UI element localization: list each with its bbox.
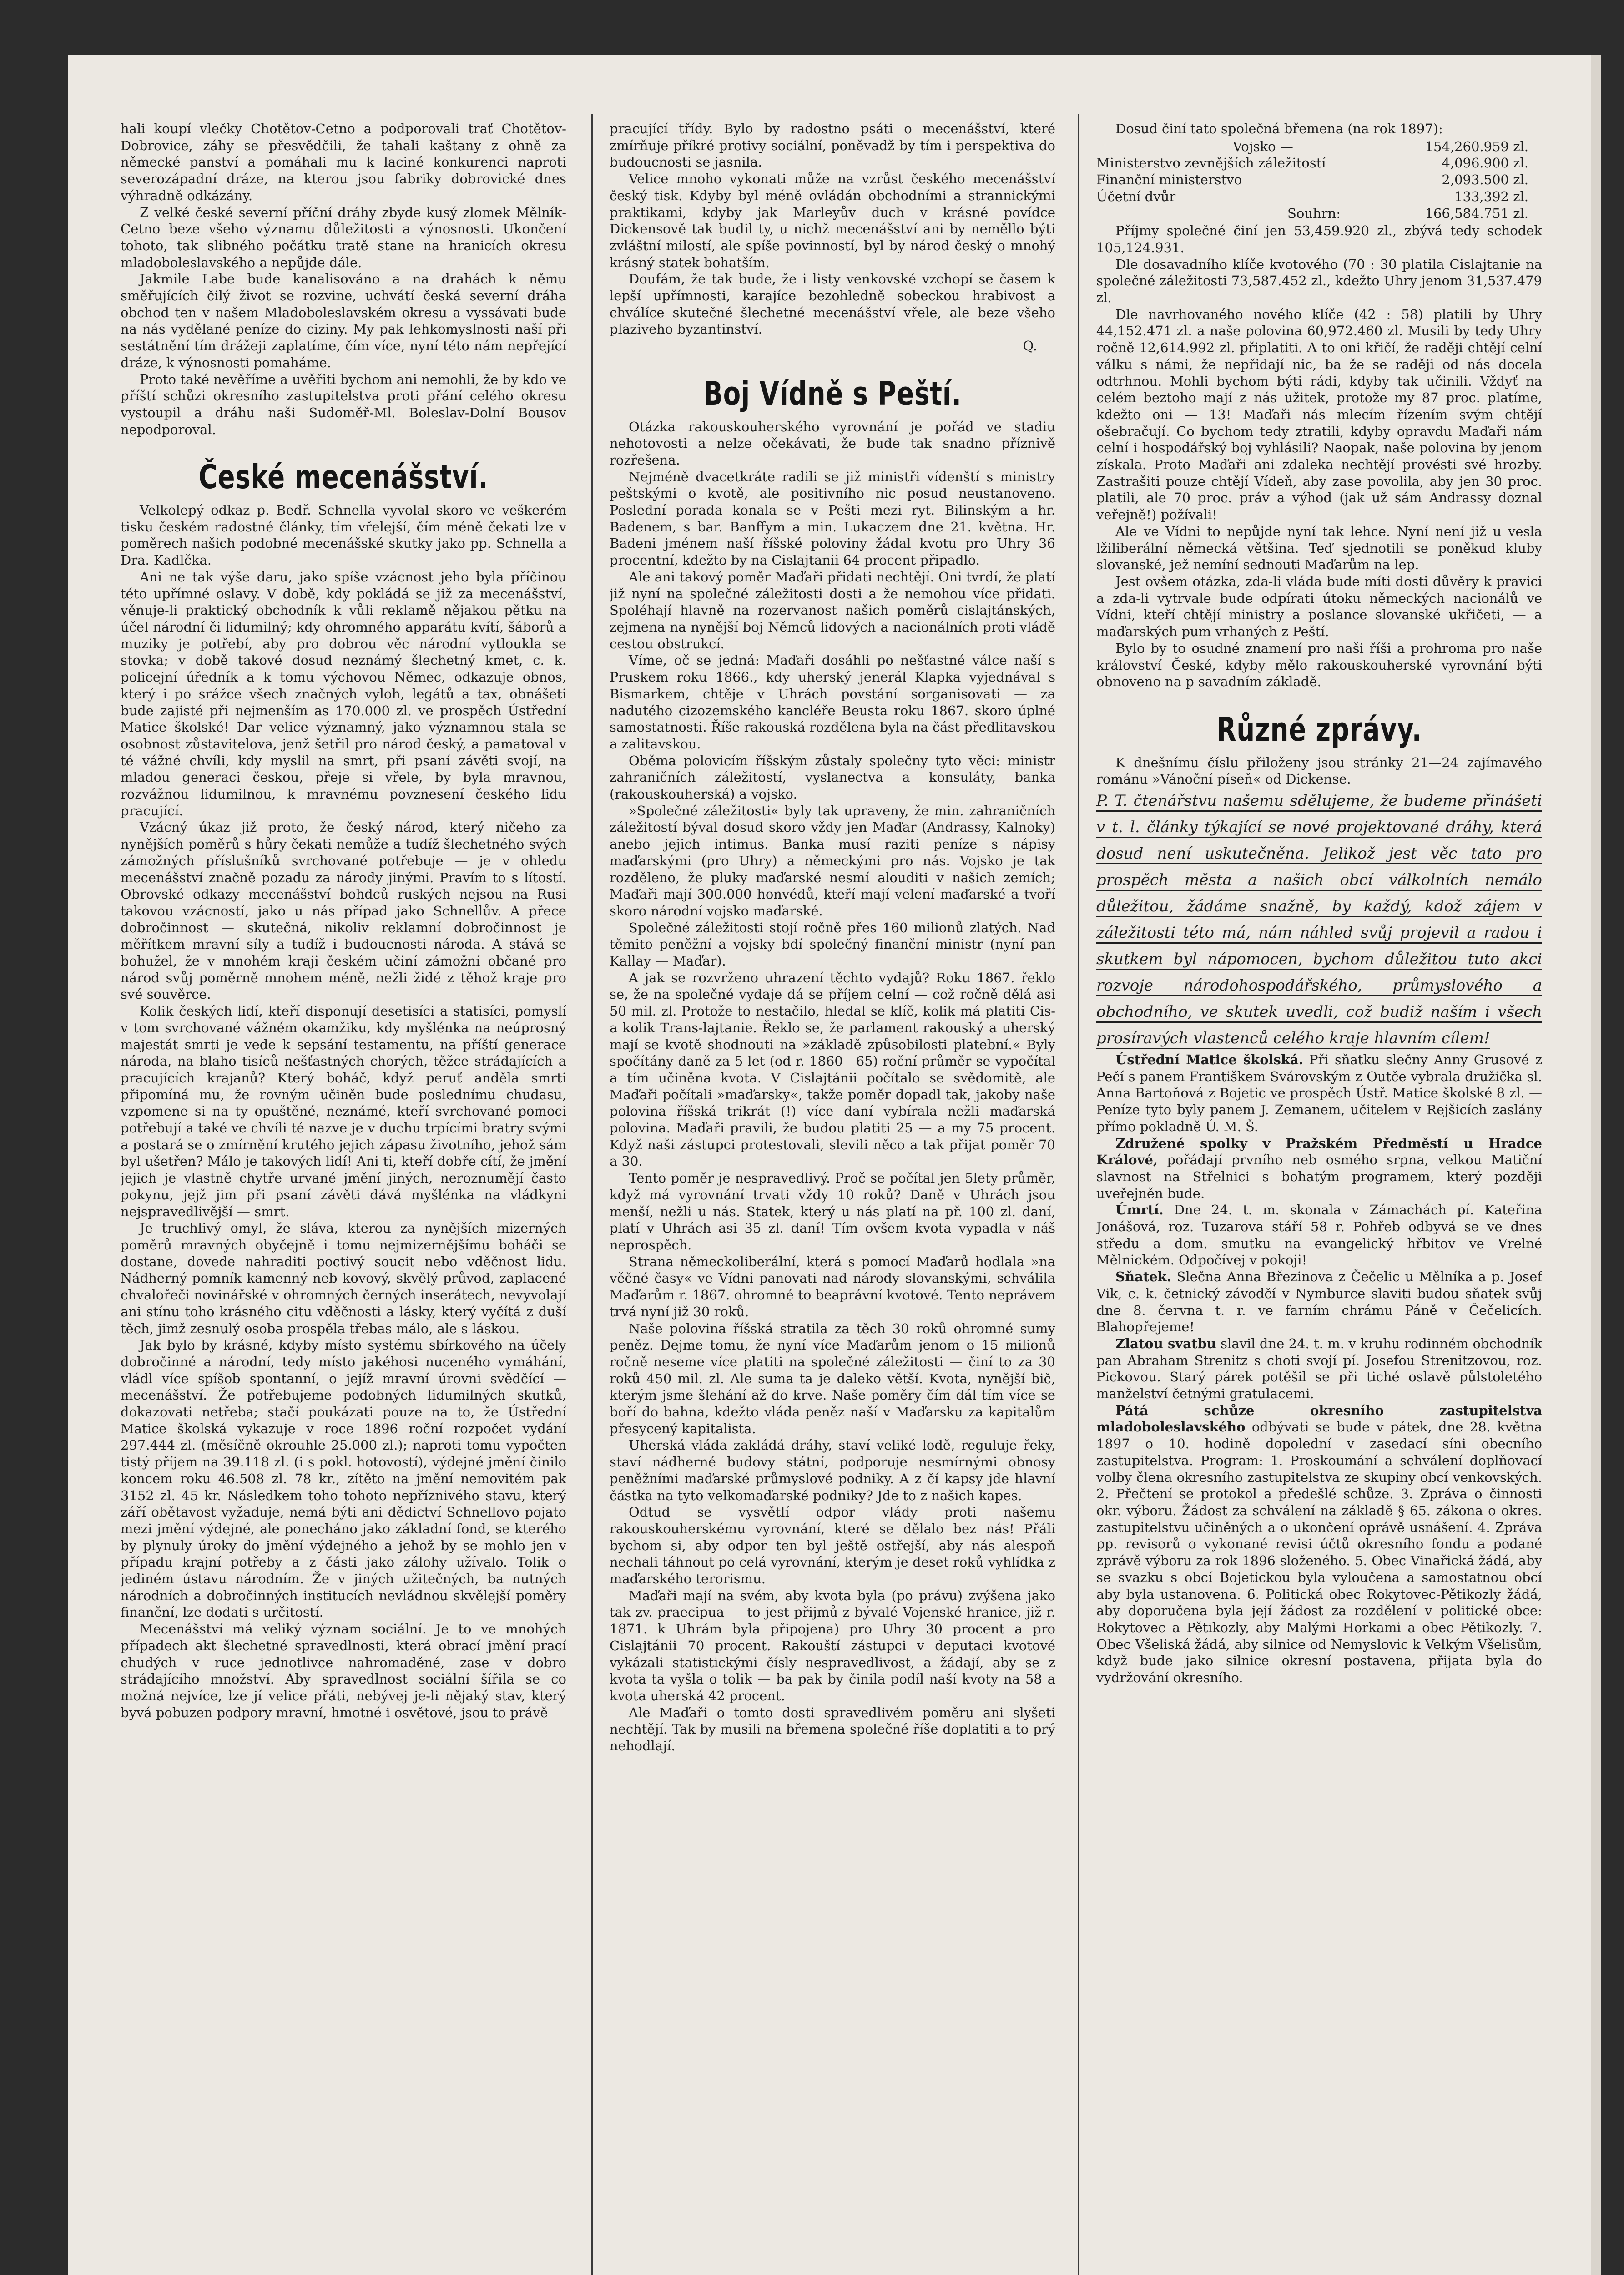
column-3 xyxy=(1096,121,1542,2275)
paragraph: Dle dosavadního klíče kvotového (70 : 30 platila Cislajtanie na společné záležitosti 73,587.452 zl., kdežto Uhry jenom 31,537.479 zl. xyxy=(1096,256,1542,306)
paragraph: Oběma polovicím říšským zůstaly společny tyto věci: ministr zahraničních záležitostí, vyslanectva a konsuláty, banka (rakouskouherská) a vojsko. xyxy=(610,753,1055,802)
news-lead: Pátá schůze okresního zastupitelstva mladoboleslavského xyxy=(1096,1402,1542,1435)
paragraph: Velkolepý odkaz p. Bedř. Schnella vyvolal skoro ve veškerém tisku českém radostné články, tím vřelejší, čím méně čekati lze v poměrech našich podobné mecenášské skutky jako pp. Schnella a Dra. Kadlčka. xyxy=(121,502,566,568)
newspaper-page xyxy=(68,55,1601,2275)
budget-label: Souhrn: xyxy=(1287,205,1341,221)
news-item xyxy=(1096,1402,1542,1686)
news-item xyxy=(1096,1052,1542,1135)
paragraph: Tento poměr je nespravedlivý. Proč se počítal jen 5lety průměr, když má vyrovnání trvati vždy 10 roků? Daně v Uhrách jsou menší, nežli u nás. Statek, který u nás platí na př. 100 zl. daní, platí v Uhrách asi 35 zl. daní! Tím ovšem kvota vypadla v náš neprospěch. xyxy=(610,1170,1055,1253)
budget-total-row xyxy=(1096,205,1528,222)
budget-table xyxy=(1096,137,1542,223)
paragraph: Je truchlivý omyl, že sláva, kterou za nynějších mizerných poměrů mravných obyčejně i tomu nejmizernějšímu boháči se dostane, dovede nahraditi poctivý soucit nebo vděčnost lidu. Nádherný pomník kamenný neb kovový, skvělý průvod, zaplacené chvalořeči novinářské v ohromných černých inserátech, nevyvolají ani stínu toho krásného citu vděčnosti a lásky, který vyčítá z duší těch, jimž zesnulý osoba prospěla třebas málo, ale s láskou. xyxy=(121,1220,566,1336)
paragraph: Společné záležitosti stojí ročně přes 160 milionů zlatých. Nad těmito peněžní a vojsky bdí společný finanční ministr (nyní pan Kallay — Maďar). xyxy=(610,920,1055,969)
news-item xyxy=(1096,1202,1542,1269)
news-lead: Sňatek. xyxy=(1115,1269,1171,1285)
news-item xyxy=(1096,1335,1542,1402)
paragraph: Strana německoliberální, která s pomocí Maďarů hodlala »na věčné časy« ve Vídni panovati nad národy slovanskými, schválila Maďarům r. 1867. ohromné to beaprávní kvotové. Tento neprávem trvá nyní již 30 roků. xyxy=(610,1254,1055,1320)
paragraph: Ale ve Vídni to nepůjde nyní tak lehce. Nyní není již u vesla lžiliberální německá většina. Teď sjednotili se poněkud kluby slovanské, jež nemíní sednouti Maďarům na lep. xyxy=(1096,523,1542,573)
budget-label: Účetní dvůr xyxy=(1096,188,1176,204)
paragraph: Kolik českých lidí, kteří disponují desetisíci a statisíci, pomyslí v tom svrchované vážném okamžiku, kdy myšlénka na neúprosný majestát smrti je vede k sepsání testamentu, na příští generace národa, na blaho tisíců nešťastných chorých, těžce strádajících a pracujících krajanů? Který boháč, když peruť anděla smrti připomíná mu, že rovným učiněn bude poslednímu chudasu, vzpomene si na ty opuštěné, neznámé, kteří svrchované pomoci potřebují a také ve chvíli té nazve je v duchu trpícími bratry svými a postará se o zmírnění krutého jejich zápasu životního, jehož sám byl ušetřen? Málo je takových lidí! Ani ti, kteří dobře cítí, že jmění jejich je vlastně chytře urvané jmění jiných, neroznumějí často pokynu, jejž jim při psaní závěti dává myšlénka na vládkyni nejspravedlivější — smrt. xyxy=(121,1003,566,1219)
paragraph: Maďaři mají na svém, aby kvota byla (po právu) zvýšena jako tak zv. praecipua — to jest přijmů z bývalé Vojenské hranice, již r. 1871. k Uhrám byla připojena) pro Uhry 30 procent a pro Cislajtánii 70 procent. Rakouští zástupci v deputaci kvotové vykázali statistickými čísly nespravedlivost, a žádají, aby se z kvota ta vyšla o tolik — ba pak by činila podíl naší kvoty na 58 a kvota uherská 42 procent. xyxy=(610,1587,1055,1704)
news-lead: Združené spolky v Pražském Předměstí u Hradce Králové, xyxy=(1096,1135,1542,1168)
paragraph: Víme, oč se jedná: Maďaři dosáhli po nešťastné válce naší s Pruskem roku 1866., kdy uherský jenerál Klapka vyjednával s Bismarkem, chtěje v Uhrách povstání sorganisovati — za nadutého cizozemského kancléře Beusta roku 1867. skoro úplné samostatnosti. Říše rakouská rozdělena byla na část předlitavskou a zalitavskou. xyxy=(610,652,1055,752)
article-heading: České mecenášství. xyxy=(198,458,489,496)
paragraph: Nejméně dvacetkráte radili se již ministři vídenští s ministry peštskými o kvotě, ale positivního nic posud neustanoveno. Poslední porada konala se v Pešti mezi ryt. Bilinským a hr. Badenem, s bar. Banffym a min. Lukaczem dne 21. května. Hr. Badeni jménem naší říšské poloviny žádal kvotu pro Uhry 36 procentní, kdežto by na Cislajtanii 64 procent připadlo. xyxy=(610,469,1055,568)
paragraph: Jest ovšem otázka, zda-li vláda bude míti dosti důvěry k pravici a zda-li vytrvale bude odpírati útoku německých nacionálů ve Vídni, kteří chtějí ministry a poslance slovanské ukřičeti, — a maďarských pum vrhaných z Peští. xyxy=(1096,573,1542,640)
paragraph: hali koupí vlečky Chotětov-Cetno a podporovali trať Chotětov-Dobrovice, záhy se přesvědčili, že tahali kaštany z ohně za německé panství a pomáhali mu k laciné konkurenci naproti severozápadní dráze, na kterou jsou fabriky dobrovické dnes výhradně odkázány. xyxy=(121,121,566,203)
paragraph: »Společné záležitosti« byly tak upraveny, že min. zahraničních záležitostí býval dosud skoro vždy jen Maďar (Andrassy, Kalnoky) anebo jejich intimus. Banka musí raziti peníze s nápisy maďarskými (pro Uhry) a německými pro nás. Vojsko je tak rozděleno, že pluky maďarské nesmí alouditi v našich zemích; Maďaři mají 300.000 honvédů, kteří mají velení maďarské a tvoří skoro národní vojsko maďarské. xyxy=(610,803,1055,919)
news-text: Dne 24. t. m. skonala v Zámachách pí. Kateřina Jonášová, roz. Tuzarova stáří 58 r. Pohřeb odbyvá se ve dnes středu a dom. smutku na evangelický hřbitov ve Vrelné Mělnickém. Odpočívej v pokoji! xyxy=(1096,1202,1542,1268)
paragraph: Ale Maďaři o tomto dosti spravedlivém poměru ani slyšeti nechtějí. Tak by musili na břemena společné říše doplatiti a to prý nehodlají. xyxy=(610,1704,1055,1754)
column-2 xyxy=(610,121,1055,2275)
news-lead: Úmrtí. xyxy=(1115,1202,1164,1218)
paragraph: Velice mnoho vykonati může na vzrůst českého mecenášství český tisk. Kdyby byl méně ovládán obchodními a strannickými praktikami, kdyby jak Marleyův duch v krásné povídce Dickensově tak budil ty, u nichž mecenášství ani by neměllo býti zvláštní milostí, ale spíše povinností, byl by národ český o mnohý krásný statek bohatším. xyxy=(610,171,1055,270)
article-heading: Různé zprávy. xyxy=(1216,710,1422,748)
paragraph: A jak se rozvrženo uhrazení těchto vydajů? Roku 1867. řeklo se, že na společné vydaje dá se příjem celní — což ročně dělá asi 50 mil. zl. Protože to nestačilo, hledal se klíč, kolik má platiti Cis- a kolik Trans-lajtanie. Řeklo se, že parlament rakouský a uherský mají se kvotě shodnouti na »základě způsobilosti platební.« Byly spočítány daně za 5 let (od r. 1860—65) roční průměr se vypočítal a tím učiněna kvota. V Cislajtánii počítalo se svědomitě, ale Maďaři počítali »maďarsky«, takže poměr dopadl tak, jakoby naše polovina říšská trikrát (!) více daní vybírala nežli maďarská polovina. Maďaři pravili, že budou platiti 25 — a my 75 procent. Když naši zástupci protestovali, slevili něco a tak přijat poměr 70 a 30. xyxy=(610,970,1055,1169)
news-text: Slečna Anna Březinova z Čečelic u Mělníka a p. Josef Vik, c. k. četnický závodčí v Nymburce slaviti budou sňatek svůj dne 8. června t. r. ve farním chrámu Páně v Čečelicích. Blahopřejeme! xyxy=(1096,1269,1542,1335)
budget-label: Ministerstvo zevnějších záležitostí xyxy=(1096,155,1326,171)
budget-value: 2,093.500 zl. xyxy=(1442,172,1528,188)
column-rule-left xyxy=(591,114,593,2275)
paragraph: Proto také nevěříme a uvěřiti bychom ani nemohli, že by kdo ve příští schůzi okresního zastupitelstva proti přání celého okresu vystoupil a dráhu naši Sudoměř-Ml. Boleslav-Dolní Bousov nepodporoval. xyxy=(121,371,566,437)
budget-label: Vojsko — xyxy=(1233,138,1293,154)
news-text: odbývati se bude v pátek, dne 28. května 1897 o 10. hodině dopolední v zasedací síni obecního zastupitelstva. Program: 1. Proskoumání a schválení doplňovací volby člena okresního zastupitelstva ze skupiny obcí venkovských. 2. Přečtení se protokol a předešlé schůze. 3. Zpráva o činnosti okr. výboru. Žádost za schválení na základě § 65. zákona o okres. zastupitelstvu učiněných a o ukončení oprávě usnášení. 4. Zpráva pp. revisorů o vykonané revisi účtů okresního fondu a podané zprávě výboru za rok 1896 složeného. 5. Obec Vinařická žádá, aby se svazku s obcí Bojetickou byla vyloučena a samostatnou obcí aby byla ustanovena. 6. Politická obec Rokytovec-Pětikozly žádá, aby doporučena byla její žádost za rozdělení v politické obce: Rokytovec a Pětikozly, aby Malými Horkami a obec Pětikozly. 7. Obec Všeliská žádá, aby silnice od Nemyslovic k Velkým Všelisům, když bude jako silnice okresní postavena, přijata byla do vydržování okresního. xyxy=(1096,1419,1542,1686)
article-heading: Boj Vídně s Peští. xyxy=(703,374,962,413)
budget-row xyxy=(1096,155,1528,172)
paragraph: Doufám, že tak bude, že i listy venkovské vzchopí se časem k lepší upřímnosti, karajíce bezohledně sobeckou hrabivost a chválíce skutečné šlechetné mecenášství vřele, ale beze všeho plaziveho byzantinství. xyxy=(610,271,1055,337)
paragraph: Uherská vláda zakládá dráhy, staví veliké lodě, reguluje řeky, staví nádherné budovy státní, podporuje nesmírnými obnosy peněžními maďarské průmyslové podniky. A z čí kapsy jde hlavní částka na tyto velkomaďarské podniky? Jde to z našich kapes. xyxy=(610,1437,1055,1503)
budget-row xyxy=(1096,172,1528,188)
news-text: pořádají prvního neb osmého srpna, velkou Matiční slavnost na Střelnici s bohatým programem, který později uveřejněn bude. xyxy=(1096,1152,1542,1201)
budget-value: 4,096.900 zl. xyxy=(1442,155,1528,171)
budget-row xyxy=(1096,138,1528,155)
paragraph: Příjmy společné činí jen 53,459.920 zl., zbývá tedy schodek 105,124.931. xyxy=(1096,223,1542,255)
paragraph: Jak bylo by krásné, kdyby místo systému sbírkového na účely dobročinné a národní, tedy místo jakéhosi nuceného vymáhání, vládl více spíšob spontanní, o jejíž mravní úrovni svědčící — mecenášství. Že potřebujeme podobných lidumilných skutků, dokazovati netřeba; stačí poukázati pouze na to, že Ústřední Matice školská vykazuje v roce 1896 roční rozpočet vydání 297.444 zl. (měsíčně okrouhle 25.000 zl.); naproti tomu vypočten tistý příjem na 39.118 zl. (i s pokl. hotovostí), výdejné jmění činilo koncem roku 46.508 zl. 78 kr., zítěto na jmění nemovitém pak 3152 zl. 45 kr. Následkem toho tohoto nepříznivého stavu, který září obětavost vyžaduje, nemá býti ani dědictví Schnellovo pojato mezi jmění výdejné, ale ponecháno jako základní fond, se kterého by plynuly úroky do jmění výdejného a jehož by se mohlo jen v případu krajní potřeby a z části jako zálohy užívalo. Tolik o jediném ústavu národním. Že v jiných užitečných, ba nutných národních a dobročinných institucích nevládnou skvělejší poměry finanční, lze dodati s určitostí. xyxy=(121,1337,566,1620)
author-signature: Q. xyxy=(1023,338,1037,354)
paragraph: Naše polovina říšská stratila za těch 30 roků ohromné sumy peněz. Dejme tomu, že nyní více Maďarům jenom o 15 milionů ročně neseme více platiti na společné záležitosti — činí to za 30 roků 450 mil. zl. Ale suma ta je daleko větší. Kvota, nynější bič, kterým jsme šlehání až do krve. Naše poměry čím dál tím více se boří do bahna, kdežto vláda peněz naší v Maďarsku za kapitalům přesycený kapitalista. xyxy=(610,1320,1055,1436)
news-text: slavil dne 24. t. m. v kruhu rodinném obchodník pan Abraham Strenitz s choti svojí pí. Josefou Strenitzovou, roz. Pickovou. Starý párek potěšil se při tiché oslavě půlstoletého manželství četnými gratulacemi. xyxy=(1096,1335,1542,1402)
page-edge xyxy=(1591,55,1601,2275)
budget-value: 166,584.751 zl. xyxy=(1425,205,1528,221)
news-item xyxy=(1096,1269,1542,1335)
budget-label: Finanční ministerstvo xyxy=(1096,172,1242,188)
paragraph: Ale ani takový poměr Maďaři přidati nechtějí. Oni tvrdí, že platí již nyní na společné záležitosti dosti a že nemohou více přidati. Spoléhají hlavně na rozervanost našich poměrů cislajtánských, zejmena na nynější boj Němců lidových a nacionálních proti vládě cestou obstrukcí. xyxy=(610,569,1055,652)
paragraph: Otázka rakouskouherského vyrovnání je pořád ve stadiu nehotovosti a nelze očekávati, že bude tak snadno příznivě rozřešena. xyxy=(610,419,1055,468)
column-1 xyxy=(121,121,566,2275)
paragraph: Dle navrhovaného nového klíče (42 : 58) platili by Uhry 44,152.471 zl. a naše polovina 60,972.460 zl. Musili by tedy Uhry ročně 12,614.992 zl. připlatiti. A to oni křičí, že raději chtějí celní válku s námi, že nepřidají nic, ba že se raději od nás docela odtrhnou. Mohli bychom býti rádi, kdyby tak učinili. Vždyť na celém beztoho mají z nás užitek, protože my 87 proc. platíme, kdežto oni — 13! Maďaři nás mlecím řízením svým chtějí ošebračují. Co bychom tedy ztratili, kdyby opravdu Maďaři nám celní i hospodářský boj vyhlásili? Naopak, naše polovina by jenom získala. Proto Maďaři ani zdaleka nechtějí provésti své hrozby. Zastrašiti pouze chtějí Vídeň, aby zase povolila, aby jen 30 proc. platili, ale 70 proc. práv a výhod (jak už sám Andrassy doznal veřejně!) požívali! xyxy=(1096,306,1542,523)
paragraph: Odtud se vysvětlí odpor vlády proti našemu rakouskouherskému vyrovnání, které se dělalo bez nás! Přáli bychom si, aby odpor ten byl ještě ostřejší, aby nás alespoň nechali táhnout po celá vyrovnání, kterým je deset roků vyhlídka z maďarského terorismu. xyxy=(610,1504,1055,1587)
paragraph: Jakmile Labe bude kanalisováno a na drahách k němu směřujících čilý život se rozvine, uchvátí česká severní dráha obchod ten v našem Mladoboleslavském okresu a vyssávati bude na nás vydělané peníze do ciziny. My pak lehkomyslnosti naší při sestátnění tím drážeji zaplatíme, čím více, nyní této nám nepřející dráze, k výnosnosti pomaháme. xyxy=(121,271,566,370)
budget-row xyxy=(1096,188,1528,205)
paragraph: Vzácný úkaz již proto, že český národ, který ničeho za nynějších poměrů s hůry čekati nemůže a tudíž šlechetného svých zámožných příslušníků svrchované potřebuje — je v ohledu mecenášství značně pozadu za národy jinými. Pravím to s lítostí. Obrovské odkazy mecenášství bohdců ruských nejsou na Rusi takovou vzácností, jako u nás případ jako Schnellův. A přece dobročinnost — skutečná, nikoliv reklamní dobročinnost je měřítkem mravní síly a tudíž i budoucnosti národa. A stává se bohužel, že v mnohém kraji českém učiní zámožní občané pro národ svůj poměrně mnohem méně, nežli židé z těhož kraje pro své souvěrce. xyxy=(121,819,566,1002)
notice-to-readers: P. T. čtenářstvu našemu sdělujeme, že budeme přinášeti v t. l. články týkající se nové projektované dráhy, která dosud není uskutečněna. Jelikož jest věc tato pro prospěch města a našich obcí válkolních nemálo důležitou, žádáme snažně, by každý, kdož zájem v záležitosti této má, nám náhled svůj projevil a radou i skutkem byl nápomocen, bychom důležitou tuto akci rozvoje národohospodářského, průmyslového a obchodního, ve skutek uvedli, což budiž naším i všech prosíravých vlastenců celého kraje hlavním cílem! xyxy=(1096,792,1542,1048)
paragraph: Ani ne tak výše daru, jako spíše vzácnost jeho byla příčinou této upřímné oslavy. V době, kdy pokládá se již za mecenášství, věnuje-li praktický obchodník k vůli reklamě nějakou pětku na účel národní či lidumilný; kdy ohromného apparátu kvítí, šáborů a muziky je potřebí, aby pro dobrou věc národní vytloukla se stovka; v době takové dosud neznámý šlechetný kmet, c. k. policejní úředník a k tomu výchovou Němec, odkazuje obnos, který i po srážce všech značných vyloh, legátů a tax, obnášeti bude zajisté při nejmenším as 170.000 zl. ve prospěch Ústřední Matice školské! Dar velice významný, jako významnou stala se osobnost zůstavitelova, jenž šetřil pro národ český, a pamatoval v té vážné chvíli, kdy myslil na smrt, při psaní závěti svojí, na mladou generaci českou, přeje si vřele, by byla mravnou, rozvážnou lidumilnou, k mravnému povznesení českého lidu pracující. xyxy=(121,569,566,819)
paragraph: Dosud činí tato společná břemena (na rok 1897): xyxy=(1115,121,1443,136)
paragraph: Mecenášství má veliký význam sociální. Je to ve mnohých případech akt šlechetné spravedlnosti, která obrací jmění prací chudých v ruce jednotlivce nahromaděné, zase v dobro strádajícího množství. Aby spravedlnost sociální šířila se co možná nejvíce, lze jí velice přáti, nebývej je-li nějaký stav, který byvá pobuzen podpory mravní, hmotné i osvětové, jsou to právě xyxy=(121,1621,566,1720)
column-rule-right xyxy=(1078,114,1079,2275)
paragraph: Z velké české severní příční dráhy zbyde kusý zlomek Mělník-Cetno beze všeho významu důležitosti a výnosnosti. Ukončení tohoto, tak slibného počátku tratě stane na hranicích okresu mladoboleslavského a nepůjde dále. xyxy=(121,204,566,270)
budget-value: 133,392 zl. xyxy=(1454,188,1528,204)
paragraph: Bylo by to osudné znamení pro naši říši a prohroma pro naše království České, kdyby mělo rakouskouherské vyrovnání býti obnoveno na p savadním základě. xyxy=(1096,640,1542,690)
budget-value: 154,260.959 zl. xyxy=(1425,138,1528,154)
news-lead: Zlatou svatbu xyxy=(1115,1335,1216,1351)
news-lead: Ústřední Matice školská. xyxy=(1115,1052,1303,1068)
news-text: Při sňatku slečny Anny Grusové z Pečí s panem Františkem Svárovským z Outče vybrala družička sl. Anna Bartoňová z Bojetic ve prospěch Ústř. Matice školské 8 zl. — Peníze tyto byly panem J. Zemanem, učitelem v Rejšicích zaslány přímo pokladně Ú. M. Š. xyxy=(1096,1052,1542,1134)
paragraph: pracující třídy. Bylo by radostno psáti o mecenášství, které zmírňuje příkré protivy sociální, poněvadž by tím i perspektiva do budoucnosti se jasnila. xyxy=(610,121,1055,170)
paragraph: K dnešnímu číslu přiloženy jsou stránky 21—24 zajímavého románu »Vánoční píseň« od Dickense. xyxy=(1096,754,1542,787)
news-item xyxy=(1096,1135,1542,1202)
